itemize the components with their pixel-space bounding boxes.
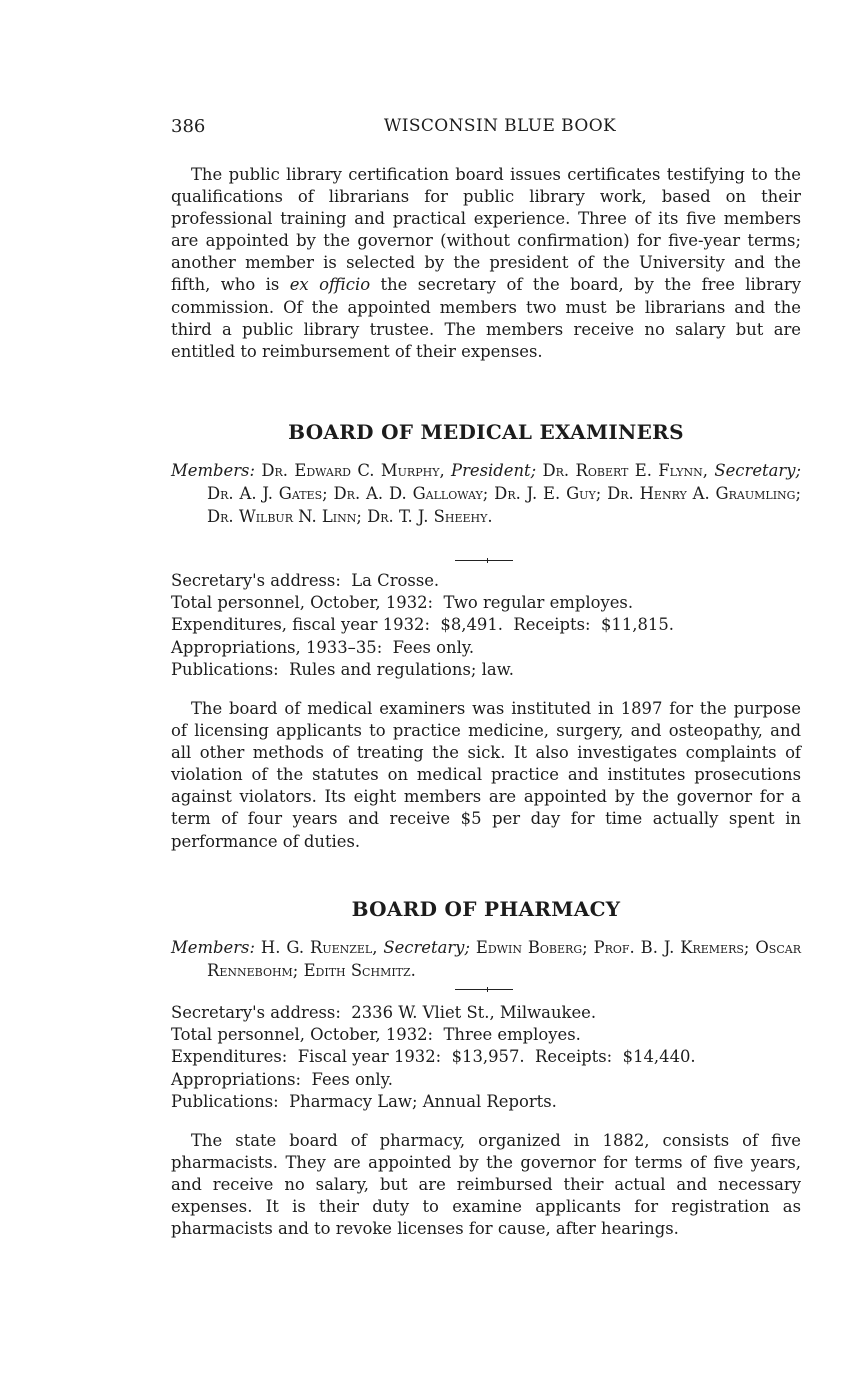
- page-number: 386: [171, 116, 206, 137]
- fact-line: Publications: Rules and regulations; law.: [171, 659, 514, 679]
- section-divider: [455, 987, 513, 993]
- section-divider: [455, 558, 513, 564]
- members-label: Members:: [171, 461, 255, 480]
- latin-phrase: ex officio: [289, 275, 371, 295]
- page-header: [171, 116, 801, 138]
- member-name: Dr. T. J. Sheehy.: [367, 507, 493, 526]
- member-name: Dr. J. E. Guy;: [494, 484, 602, 503]
- pharmacy-board-heading: BOARD OF PHARMACY: [351, 897, 621, 921]
- member-role: Secretary;: [714, 461, 801, 480]
- fact-line: Appropriations, 1933–35: Fees only.: [171, 637, 475, 657]
- medical-facts: [171, 570, 801, 681]
- fact-line: Secretary's address: 2336 W. Vliet St., Milwaukee.: [171, 1003, 597, 1022]
- member-name: Dr. Robert E. Flynn: [542, 461, 703, 480]
- member-name: H. G. Ruenzel: [260, 938, 373, 957]
- member-name: Prof. B. J. Kremers;: [593, 938, 750, 957]
- member-name: Dr. Henry A. Graumling;: [607, 484, 801, 503]
- medical-board-heading: BOARD OF MEDICAL EXAMINERS: [288, 420, 684, 444]
- running-title: WISCONSIN BLUE BOOK: [383, 116, 617, 136]
- fact-line: Expenditures, fiscal year 1932: $8,491. Receipts: $11,815.: [171, 615, 674, 635]
- fact-line: Total personnel, October, 1932: Two regular employes.: [171, 593, 634, 613]
- pharmacy-members: Members: H. G. Ruenzel, Secretary; Edwin Boberg; Prof. B. J. Kremers; Oscar Rennebohm; Edith Schmitz.: [171, 938, 801, 980]
- member-name: Edwin Boberg;: [475, 938, 588, 957]
- fact-line: Publications: Pharmacy Law; Annual Reports.: [171, 1091, 557, 1111]
- pharmacy-facts: [171, 1002, 801, 1113]
- library-board-paragraph: The public library certification board issues certificates testifying to the qualifications of librarians for public library work, based on their professional training and practical experience. Three of its five members are appointed by the governor (without confirmation) for five-year terms; another member is selected by the president of the University and the fifth, who is ex officio the secretary of the board, by the free library commission. Of the appointed members two must be librarians and the third a public library trustee. The members receive no salary but are entitled to reimbursement of their expenses.: [171, 165, 801, 361]
- member-name: Dr. A. D. Galloway;: [333, 484, 489, 503]
- members-label: Members:: [171, 938, 255, 957]
- pharmacy-board-paragraph: The state board of pharmacy, organized in 1882, consists of five pharmacists. They are appointed by the governor for terms of five years, and receive no salary, but are reimbursed their actual and necessary expenses. It is their duty to examine applicants for registration as pharmacists and to revoke licenses for cause, after hearings.: [171, 1131, 801, 1239]
- fact-line: Expenditures: Fiscal year 1932: $13,957. Receipts: $14,440.: [171, 1047, 696, 1067]
- fact-line: Total personnel, October, 1932: Three employes.: [171, 1025, 581, 1045]
- member-name: Dr. A. J. Gates;: [207, 484, 328, 503]
- fact-line: Appropriations: Fees only.: [171, 1069, 393, 1089]
- member-name: Dr. Edward C. Murphy: [261, 461, 440, 480]
- member-role: President;: [451, 461, 537, 480]
- medical-board-paragraph: The board of medical examiners was instituted in 1897 for the purpose of licensing applicants to practice medicine, surgery, and osteopathy, and all other methods of treating the sick. It also investigates complaints of violation of the statutes on medical practice and institutes prosecutions against violators. Its eight members are appointed by the governor for a term of four years and receive $5 per day for time actually spent in performance of duties.: [171, 699, 801, 851]
- medical-members: Members: Dr. Edward C. Murphy, President; Dr. Robert E. Flynn, Secretary; Dr. A. J. Gates; Dr. A. D. Galloway; Dr. J. E. Guy; Dr. Henry A. Graumling; Dr. Wilbur N. Linn; Dr. T. J. Sheehy.: [171, 461, 801, 526]
- member-name: Edith Schmitz.: [303, 961, 416, 980]
- member-role: Secretary;: [383, 938, 470, 957]
- member-name: Oscar Rennebohm;: [207, 938, 801, 980]
- fact-line: Secretary's address: La Crosse.: [171, 571, 440, 590]
- member-name: Dr. Wilbur N. Linn;: [207, 507, 362, 526]
